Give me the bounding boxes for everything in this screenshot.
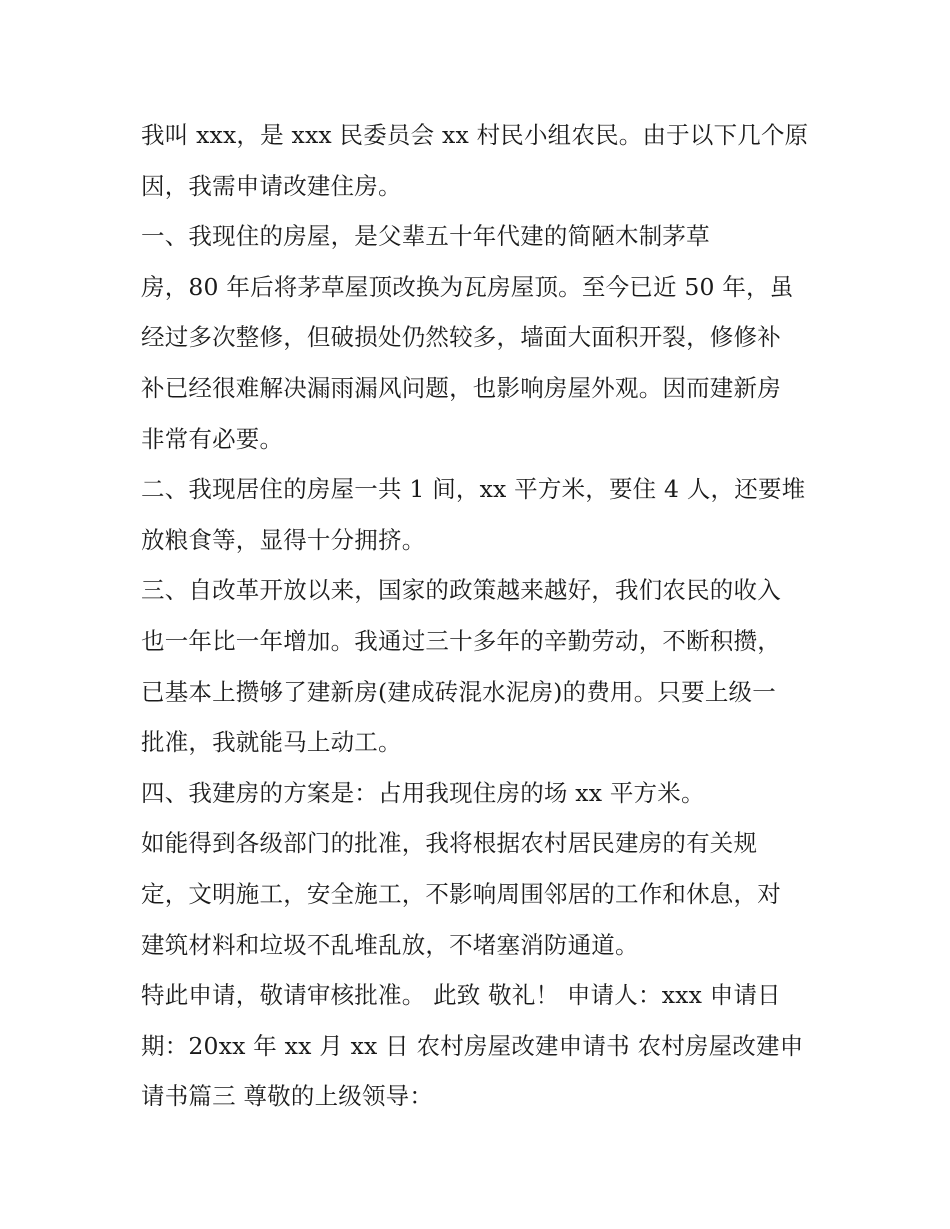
text-line: 建筑材料和垃圾不乱堆乱放，不堵塞消防通道。 [141,930,639,959]
text-line: 已基本上攒够了建新房(建成砖混水泥房)的费用。只要上级一 [141,677,776,706]
text-line: 因，我需申请改建住房。 [141,171,402,200]
text-line: 经过多次整修，但破损处仍然较多，墙面大面积开裂，修修补 [141,323,781,352]
text-line: 四、我建房的方案是：占用我现住房的场 xx 平方米。 [141,778,705,807]
text-line: 期：20xx 年 xx 月 xx 日 农村房屋改建申请书 农村房屋改建申 [141,1031,804,1060]
text-line: 二、我现居住的房屋一共 1 间，xx 平方米，要住 4 人，还要堆 [141,475,806,504]
text-line: 定，文明施工，安全施工，不影响周围邻居的工作和休息，对 [141,879,781,908]
text-line: 非常有必要。 [141,424,284,453]
text-line: 房，80 年后将茅草屋顶改换为瓦房屋顶。至今已近 50 年，虽 [141,272,794,301]
text-line: 补已经很难解决漏雨漏风问题，也影响房屋外观。因而建新房 [141,373,781,402]
text-line: 放粮食等，显得十分拥挤。 [141,525,426,554]
text-line: 特此申请，敬请审核批准。 此致 敬礼！ 申请人：xxx 申请日 [141,981,781,1010]
text-line: 一、我现住的房屋，是父辈五十年代建的简陋木制茅草 [141,222,710,251]
text-line: 如能得到各级部门的批准，我将根据农村居民建房的有关规 [141,829,758,858]
text-line: 我叫 xxx，是 xxx 民委员会 xx 村民小组农民。由于以下几个原 [141,121,809,149]
text-line: 批准，我就能马上动工。 [141,728,402,757]
text-line: 请书篇三 尊敬的上级领导： [141,1082,434,1111]
document-body [141,110,821,1122]
text-line: 也一年比一年增加。我通过三十多年的辛勤劳动，不断积攒， [141,626,781,655]
text-line: 三、自改革开放以来，国家的政策越来越好，我们农民的收入 [141,576,781,605]
